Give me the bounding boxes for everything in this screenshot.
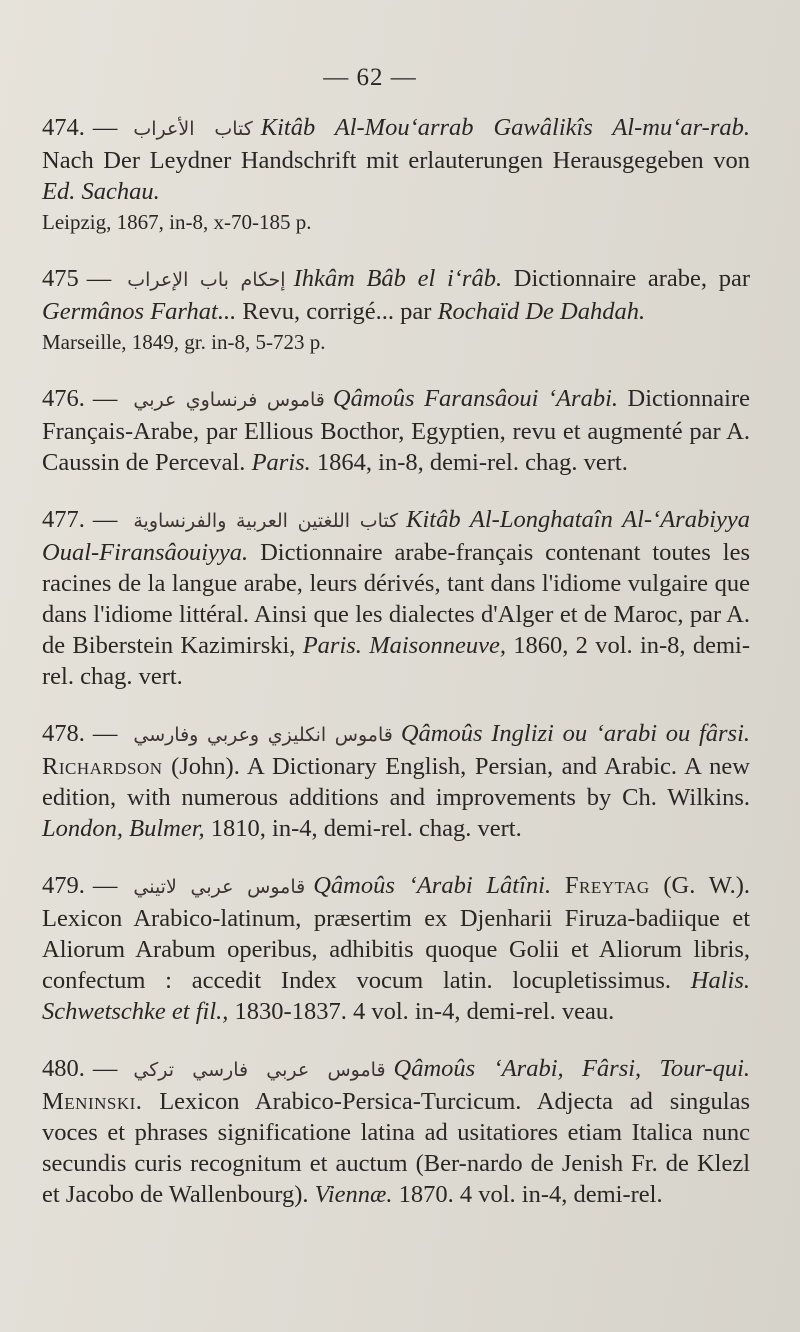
author-name: Meninski.: [42, 1088, 143, 1115]
author-name: Freytag: [564, 872, 650, 899]
entry-text: 1830-1837. 4 vol. in-4, demi-rel. veau.: [228, 998, 615, 1025]
entry-text: (G. W.). Lexicon Arabico-latinum, præsertim ex Djenharii Firuza-badiique et Aliorum Arabum operibus, adhibitis quoque Golii et Aliorum libris, confectum : accedit Index vocum latin. locupletissimus.: [42, 872, 751, 994]
entry-body: [42, 263, 750, 327]
entry-text: 1810, in-4, demi-rel. chag. vert.: [204, 815, 522, 842]
page-number: — 62 —: [323, 64, 417, 91]
entry-italic-text: Qâmoûs Faransâoui ‘Arabi.: [332, 385, 619, 412]
entry-text: Revu, corrigé... par: [236, 298, 438, 325]
entry-number: 476.: [42, 385, 85, 412]
entry-italic-text: Viennæ.: [314, 1181, 393, 1208]
arabic-title: كتاب اللغتين العربية والفرنساوية: [133, 510, 399, 532]
entry-dash: —: [92, 114, 118, 141]
entry-body: [42, 718, 750, 844]
catalog-entry: [42, 1053, 750, 1210]
arabic-title: كتاب الأعراب: [133, 118, 253, 140]
entry-text: 1864, in-8, demi-rel. chag. vert.: [310, 449, 628, 476]
catalog-entry: [42, 718, 750, 844]
entry-italic-text: Germânos Farhat...: [42, 298, 237, 325]
entry-dash: —: [92, 872, 118, 899]
arabic-title: قاموس عربي لاتيني: [133, 876, 306, 898]
entry-text: Nach Der Leydner Handschrift mit erlauterungen Herausgegeben von: [42, 147, 750, 174]
entry-text: Dictionnaire arabe-français contenant toutes les racines de la langue arabe, leurs dérivés, tant dans l'idiome vulgaire que dans l'idiome littéral. Ainsi que les dialectes d'Alger et de Maroc, par A. de Biberstein Kazimirski,: [42, 539, 750, 659]
entry-body: [42, 504, 750, 692]
entry-italic-text: Kitâb Al-Mou‘arrab Gawâlikîs Al-mu‘ar-rab.: [260, 114, 750, 141]
catalog-entry: [42, 504, 750, 692]
entry-dash: —: [92, 720, 118, 747]
arabic-title: قاموس فرنساوي عربي: [133, 389, 325, 411]
entry-text: [551, 872, 565, 899]
entry-number: 478.: [42, 720, 85, 747]
entry-italic-text: Paris. Maisonneuve,: [302, 632, 506, 659]
entry-italic-text: Paris.: [251, 449, 311, 476]
author-name: Richardson: [42, 753, 163, 780]
entry-italic-text: Kitâb Al-Longhataîn Al-‘Arabiyya Oual-Firansâouiyya.: [42, 506, 750, 566]
entry-body: [42, 112, 750, 207]
catalog-entry: [42, 383, 750, 478]
catalog-entry: [42, 112, 750, 237]
arabic-title: قاموس انكليزي وعربي وفارسي: [133, 724, 393, 746]
entry-italic-text: Halis. Schwetschke et fil.,: [42, 967, 750, 1025]
catalog-entry: [42, 870, 750, 1027]
entry-text: Dictionnaire Français-Arabe, par Ellious Bocthor, Egyptien, revu et augmenté par A. Caussin de Perceval.: [42, 385, 750, 476]
entry-italic-text: Rochaïd De Dahdah.: [437, 298, 646, 325]
entry-number: 474.: [42, 114, 85, 141]
catalog-entry: [42, 263, 750, 357]
entry-italic-text: Qâmoûs ‘Arabi, Fârsi, Tour-qui.: [393, 1055, 750, 1082]
entry-number: 477.: [42, 506, 85, 533]
entry-dash: —: [86, 265, 112, 292]
entry-imprint: Leipzig, 1867, in-8, x-70-185 p.: [42, 210, 312, 234]
entry-text: 1870. 4 vol. in-4, demi-rel.: [392, 1181, 663, 1208]
entry-text: 1860, 2 vol. in-8, demi-rel. chag. vert.: [42, 632, 750, 690]
entry-number: 479.: [42, 872, 85, 899]
entry-dash: —: [92, 1055, 118, 1082]
entry-italic-text: London, Bulmer,: [42, 815, 205, 842]
entry-text: (John). A Dictionary English, Persian, and Arabic. A new edition, with numerous additions and improvements by Ch. Wilkins.: [42, 753, 750, 811]
entry-number: 480.: [42, 1055, 85, 1082]
entry-body: [42, 870, 750, 1027]
entry-italic-text: Ihkâm Bâb el i‘râb.: [293, 265, 503, 292]
entry-imprint: Marseille, 1849, gr. in-8, 5-723 p.: [42, 330, 326, 354]
entry-text: Dictionnaire arabe, par: [502, 265, 750, 292]
entry-italic-text: Ed. Sachau.: [42, 178, 160, 205]
entry-body: [42, 1053, 750, 1210]
entry-body: [42, 383, 750, 478]
arabic-title: إحكام باب الإعراب: [127, 269, 286, 291]
catalog-entries: [42, 112, 750, 1236]
entry-italic-text: Qâmoûs Inglizi ou ‘arabi ou fârsi.: [400, 720, 751, 747]
entry-italic-text: Qâmoûs ‘Arabi Lâtîni.: [313, 872, 552, 899]
entry-text: Lexicon Arabico-Persica-Turcicum. Adjecta ad singulas voces et phrases significatione latina ad usitatiores etiam Italica nunc secundis curis recognitum et auctum (Ber-nardo de Jenish Fr. de Klezl et Jacobo de Wallenbourg).: [42, 1088, 750, 1208]
entry-dash: —: [92, 385, 118, 412]
arabic-title: قاموس عربي فارسي تركي: [133, 1059, 386, 1081]
entry-number: 475: [42, 265, 79, 292]
entry-dash: —: [92, 506, 118, 533]
